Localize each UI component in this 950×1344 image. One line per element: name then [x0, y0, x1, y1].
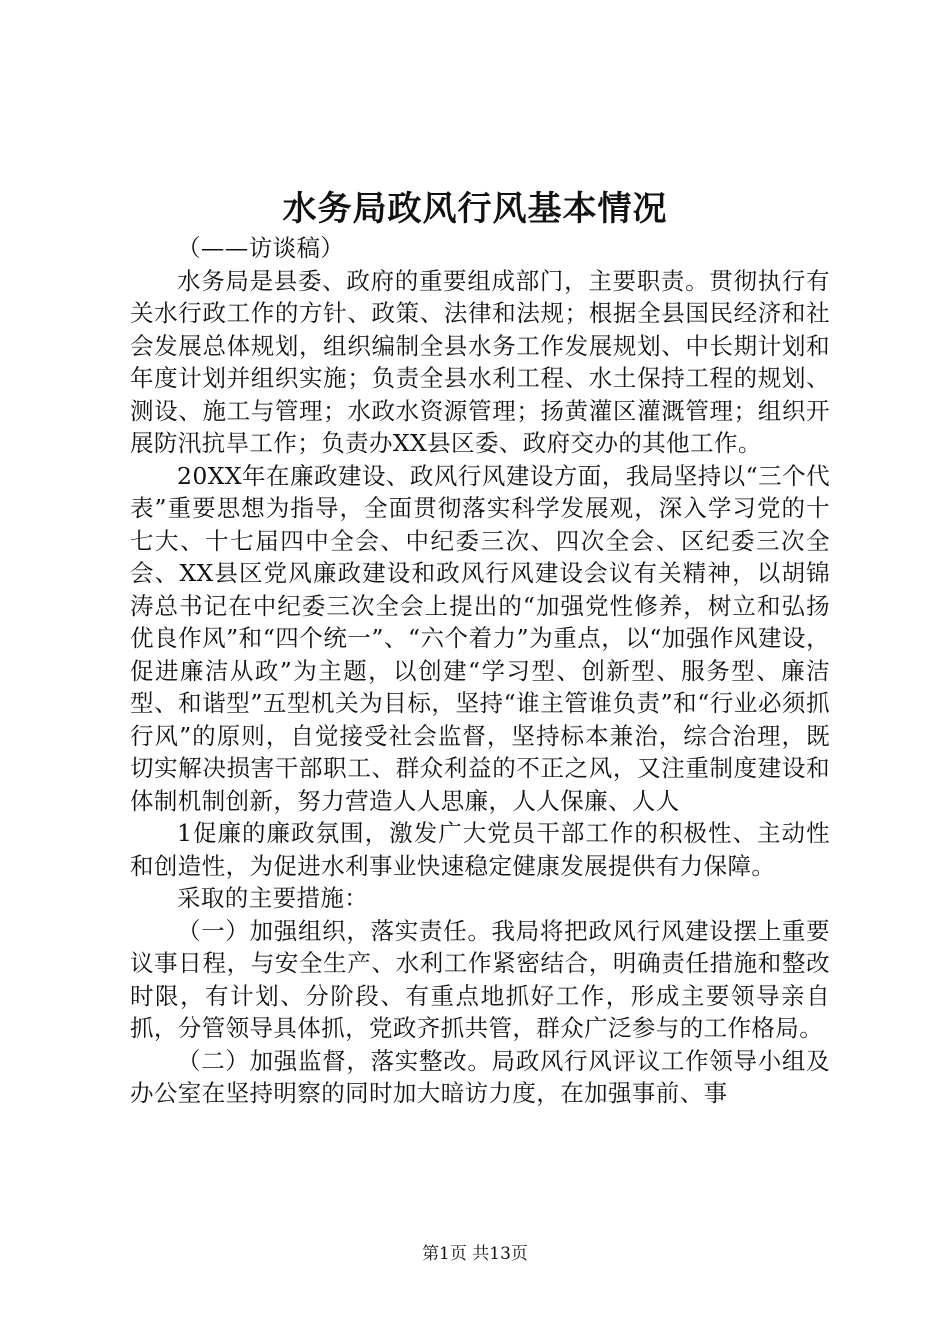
- body-paragraph-responsibilities: 水务局是县委、政府的重要组成部门，主要职责。贯彻执行有关水行政工作的方针、政策、法律和法规；根据全县国民经济和社会发展总体规划，组织编制全县水务工作发展规划、中长期计划和年度计划并组织实施；负责全县水利工程、水土保持工程的规划、测设、施工与管理；水政水资源管理；扬黄灌区灌溉管理；组织开展防汛抗旱工作；负责办XX县区委、政府交办的其他工作。: [130, 266, 830, 457]
- document-body: [130, 232, 830, 1110]
- page-footer: 第1页 共13页: [422, 1244, 528, 1264]
- page-title: 水务局政风行风基本情况: [282, 189, 668, 229]
- body-paragraph-measure-one: （一）加强组织，落实责任。我局将把政风行风建设摆上重要议事日程，与安全生产、水利工作紧密结合，明确责任措施和整改时限，有计划、分阶段、有重点地抓好工作，形成主要领导亲自抓，分管领导具体抓，党政齐抓共管，群众广泛参与的工作格局。: [130, 916, 830, 1042]
- body-paragraph-measures-heading: 采取的主要措施：: [177, 884, 369, 912]
- body-paragraph-overview: 20XX年在廉政建设、政风行风建设方面，我局坚持以“三个代表”重要思想为指导，全面贯彻落实科学发展观，深入学习党的十七大、十七届四中全会、中纪委三次、四次全会、区纪委三次全会、XX县区党风廉政建设和政风行风建设会议有关精神，以胡锦涛总书记在中纪委三次全会上提出的“加强党性修养，树立和弘扬优良作风”和“四个统一”、“六个着力”为重点，以“加强作风建设，促进廉洁从政”为主题，以创建“学习型、创新型、服务型、廉洁型、和谐型”五型机关为目标，坚持“谁主管谁负责”和“行业必须抓行风”的原则，自觉接受社会监督，坚持标本兼治，综合治理，既切实解决损害干部职工、群众利益的不正之风，又注重制度建设和体制机制创新，努力营造人人思廉，人人保廉、人人: [130, 461, 830, 815]
- body-paragraph-measure-two: （二）加强监督，落实整改。局政风行风评议工作领导小组及办公室在坚持明察的同时加大暗访力度，在加强事前、事: [130, 1046, 830, 1107]
- subtitle-paragraph: （——访谈稿）: [177, 234, 345, 262]
- body-paragraph-continuation: 1促廉的廉政氛围，激发广大党员干部工作的积极性、主动性和创造性，为促进水利事业快速稳定健康发展提供有力保障。: [130, 819, 830, 880]
